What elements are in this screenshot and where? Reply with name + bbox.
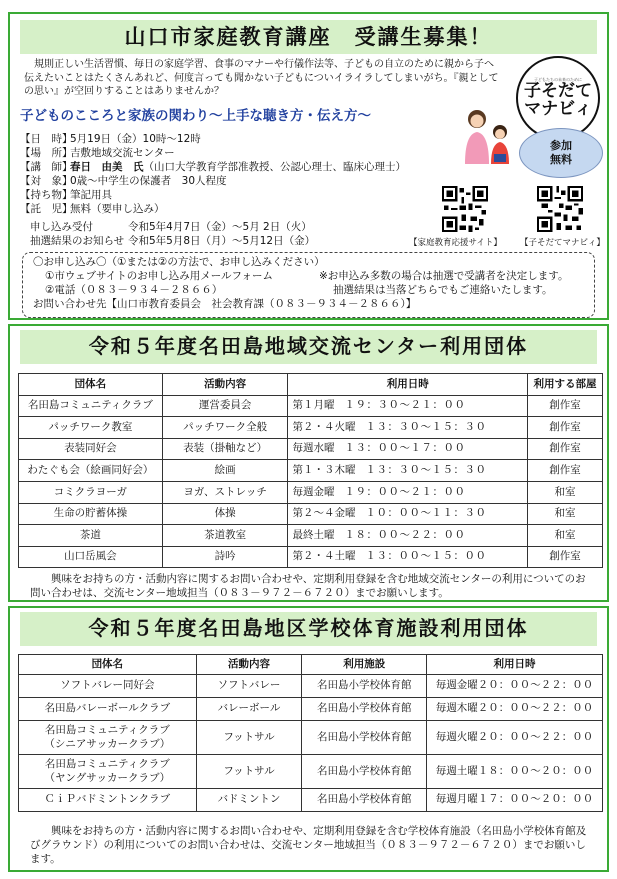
group-name: 名田島コミュニティクラブ xyxy=(19,395,163,417)
room: 創作室 xyxy=(528,546,603,568)
facility: 名田島小学校体育館 xyxy=(302,698,427,721)
group-name xyxy=(19,755,197,789)
center-groups-table xyxy=(18,373,603,568)
column-header: 活動内容 xyxy=(196,655,302,675)
schedule-day: 毎週水曜 xyxy=(292,442,335,455)
schedule-day: 第２・４火曜 xyxy=(292,420,356,433)
application-value: 令和5年5月8日（月）～5月12日（金） xyxy=(128,235,316,247)
detail-label: 【場 所】 xyxy=(20,147,73,159)
schedule-time: １３：００～１５：００ xyxy=(365,550,487,563)
schedule: 毎週月曜１７：００～２０：００ xyxy=(427,789,603,812)
group-name-line: 名田島コミュニティクラブ xyxy=(44,758,170,771)
activity: 詩吟 xyxy=(162,546,288,568)
detail-value xyxy=(70,160,406,174)
badge-line-1: 参加 xyxy=(550,138,572,152)
course-section xyxy=(8,12,609,320)
center-groups-title: 令和５年度名田島地域交流センター利用団体 xyxy=(20,330,597,364)
facility: 名田島小学校体育館 xyxy=(302,755,427,789)
detail-value: 5月19日（金）10時～12時 xyxy=(70,133,201,145)
schedule xyxy=(288,417,528,439)
schedule-time: １３：３０～１５：３０ xyxy=(365,420,487,433)
schedule-time: １３：００～１７：００ xyxy=(344,442,466,455)
schedule xyxy=(288,503,528,525)
qr-caption-kosodate-manabii: 【子そだてマナビィ】 xyxy=(520,238,605,248)
table-row xyxy=(19,395,603,417)
detail-label: 【講 師】 xyxy=(20,161,73,173)
lecturer-name: 春日 由美 氏 xyxy=(70,161,144,173)
schedule-day: 第１・３木曜 xyxy=(292,463,356,476)
schedule-day: 第２～４金曜 xyxy=(292,507,356,520)
application-value: 令和5年4月7日（金）～5月 2日（火） xyxy=(128,221,312,233)
table-row xyxy=(19,481,603,503)
course-title: 山口市家庭教育講座 受講生募集！ xyxy=(20,20,597,54)
group-name: 表装同好会 xyxy=(19,438,163,460)
apply-contact: お問い合わせ先【山口市教育委員会 社会教育課（０８３－９３４－２８６６）】 xyxy=(33,298,417,310)
group-name xyxy=(19,721,197,755)
table-row xyxy=(19,698,603,721)
logo-text: 子そだてマナビィ xyxy=(524,81,592,120)
detail-label: 【日 時】 xyxy=(20,133,73,145)
school-groups-table xyxy=(18,654,603,812)
room: 創作室 xyxy=(528,417,603,439)
course-subtitle: 子どものこころと家族の関わり～上手な聴き方・伝え方～ xyxy=(20,108,371,124)
table-row xyxy=(19,525,603,547)
lecturer-affiliation: （山口大学教育学部准教授、公認心理士、臨床心理士） xyxy=(143,161,406,173)
table-row xyxy=(19,460,603,482)
parent-child-illustration xyxy=(457,106,517,166)
apply-method-web xyxy=(33,269,584,283)
schedule-day: 第１月曜 xyxy=(292,399,335,412)
table-row xyxy=(19,755,603,789)
apply-web-form[interactable]: ①市ウェブサイトのお申し込み用メールフォーム xyxy=(45,270,274,282)
schedule: 毎週金曜２０：００～２２：００ xyxy=(427,675,603,698)
facility: 名田島小学校体育館 xyxy=(302,675,427,698)
group-name-line: （シニアサッカークラブ） xyxy=(44,737,171,750)
activity: フットサル xyxy=(196,755,302,789)
application-label: 抽選結果のお知らせ xyxy=(30,235,125,247)
schedule: 毎週土曜１８：００～２０：００ xyxy=(427,755,603,789)
room: 和室 xyxy=(528,525,603,547)
room: 和室 xyxy=(528,481,603,503)
schedule xyxy=(288,395,528,417)
logo-small-text: 子どもたちの未来のために xyxy=(534,77,582,83)
room: 創作室 xyxy=(528,460,603,482)
schedule-day: 最終土曜 xyxy=(292,528,335,541)
column-header: 活動内容 xyxy=(162,374,288,396)
application-period xyxy=(30,220,440,234)
lottery-result-period xyxy=(30,234,440,248)
schedule: 毎週火曜２０：００～２２：００ xyxy=(427,721,603,755)
activity: 体操 xyxy=(162,503,288,525)
schedule xyxy=(288,546,528,568)
table-header-row xyxy=(19,374,603,396)
schedule-time: １８：００～２２：００ xyxy=(344,528,466,541)
table-row xyxy=(19,789,603,812)
schedule xyxy=(288,438,528,460)
room: 創作室 xyxy=(528,438,603,460)
group-name: 茶道 xyxy=(19,525,163,547)
detail-date xyxy=(20,132,430,146)
detail-label: 【対 象】 xyxy=(20,175,73,187)
apply-phone: ②電話（０８３－９３４－２８６６） xyxy=(45,284,223,296)
schedule-time: １０：００～１１：３０ xyxy=(365,507,487,520)
detail-target xyxy=(20,174,430,188)
schedule-day: 第２・４土曜 xyxy=(292,550,356,563)
group-name: ソフトバレー同好会 xyxy=(19,675,197,698)
activity: 絵画 xyxy=(162,460,288,482)
activity: ソフトバレー xyxy=(196,675,302,698)
column-header: 利用施設 xyxy=(302,655,427,675)
detail-value: 筆記用具 xyxy=(70,189,112,201)
group-name: コミクラヨーガ xyxy=(19,481,163,503)
facility: 名田島小学校体育館 xyxy=(302,721,427,755)
qr-code-icon[interactable] xyxy=(442,186,488,232)
application-label: 申し込み受付 xyxy=(30,221,93,233)
qr-caption-family-education-site: 【家庭教育応援サイト】 xyxy=(409,238,502,248)
school-groups-title: 令和５年度名田島地区学校体育施設利用団体 xyxy=(20,612,597,646)
group-name: 生命の貯蓄体操 xyxy=(19,503,163,525)
group-name: 山口岳風会 xyxy=(19,546,163,568)
group-name: わたぐも会（絵画同好会） xyxy=(19,460,163,482)
detail-childcare xyxy=(20,202,430,216)
schedule-day: 毎週金曜 xyxy=(292,485,335,498)
table-row xyxy=(19,546,603,568)
activity: フットサル xyxy=(196,721,302,755)
apply-method-phone xyxy=(33,283,584,297)
schedule xyxy=(288,481,528,503)
activity: 茶道教室 xyxy=(162,525,288,547)
detail-belongings xyxy=(20,188,430,202)
activity: 表装（掛軸など） xyxy=(162,438,288,460)
application-dates xyxy=(30,220,440,248)
group-name: パッチワーク教室 xyxy=(19,417,163,439)
detail-value: 0歳～中学生の保護者 30人程度 xyxy=(70,175,227,187)
apply-result-note: 抽選結果は当落どちらでもご連絡いたします。 xyxy=(333,284,553,296)
column-header: 団体名 xyxy=(19,655,197,675)
table-row xyxy=(19,438,603,460)
schedule: 毎週木曜２０：００～２２：００ xyxy=(427,698,603,721)
apply-heading: 〇お申し込み〇（①または②の方法で、お申し込みください） xyxy=(33,256,325,268)
table-row xyxy=(19,721,603,755)
schedule xyxy=(288,525,528,547)
detail-label: 【持ち物】 xyxy=(20,189,73,201)
schedule-time: １９：００～２１：００ xyxy=(344,485,466,498)
column-header: 利用日時 xyxy=(288,374,528,396)
course-intro: 規則正しい生活習慣、毎日の家庭学習、食事のマナーや行儀作法等、子どもの自立のために親から子へ伝えたいことはたくさんあれど、何度言っても聞かない子どもについイライラしてしまいがち。『親としての思い』が空回りすることはありませんか？ xyxy=(24,59,499,97)
table-row xyxy=(19,417,603,439)
course-details xyxy=(20,132,430,216)
school-groups-note: 興味をお持ちの方・活動内容に関するお問い合わせや、定期利用登録を含む学校体育施設（名田島小学校体育館及びグラウンド）の利用についてのお問い合わせは、交流センター地域担当（０８３－９７２－６７２０）までお願いします。 xyxy=(30,825,587,866)
qr-code-icon[interactable] xyxy=(537,186,583,232)
schedule-time: １３：３０～１５：３０ xyxy=(365,463,487,476)
group-name: 名田島バレーボールクラブ xyxy=(19,698,197,721)
school-groups-section xyxy=(8,606,609,872)
activity: バレーボール xyxy=(196,698,302,721)
facility: 名田島小学校体育館 xyxy=(302,789,427,812)
detail-place xyxy=(20,146,430,160)
activity: パッチワーク全般 xyxy=(162,417,288,439)
apply-lottery-note: ※お申込み多数の場合は抽選で受講者を決定します。 xyxy=(319,270,569,282)
table-row xyxy=(19,503,603,525)
detail-value: 無料（要申し込み） xyxy=(70,203,165,215)
room: 和室 xyxy=(528,503,603,525)
center-groups-section xyxy=(8,324,609,602)
column-header: 団体名 xyxy=(19,374,163,396)
activity: ヨガ、ストレッチ xyxy=(162,481,288,503)
group-name-line: （ヤングサッカークラブ） xyxy=(44,771,171,784)
activity: 運営委員会 xyxy=(162,395,288,417)
column-header: 利用する部屋 xyxy=(528,374,603,396)
column-header: 利用日時 xyxy=(427,655,603,675)
group-name: ＣｉＰバドミントンクラブ xyxy=(19,789,197,812)
activity: バドミントン xyxy=(196,789,302,812)
table-header-row xyxy=(19,655,603,675)
group-name-line: 名田島コミュニティクラブ xyxy=(44,724,170,737)
detail-label: 【託 児】 xyxy=(20,203,73,215)
room: 創作室 xyxy=(528,395,603,417)
free-participation-badge xyxy=(519,128,603,178)
table-row xyxy=(19,675,603,698)
badge-line-2: 無料 xyxy=(550,153,572,166)
center-groups-note: 興味をお持ちの方・活動内容に関するお問い合わせや、定期利用登録を含む地域交流センターの利用についてのお問い合わせは、交流センター地域担当（０８３－９７２－６７２０）までお願いします。 xyxy=(30,573,586,600)
schedule-time: １９：３０～２１：００ xyxy=(344,399,466,412)
detail-lecturer xyxy=(20,160,430,174)
schedule xyxy=(288,460,528,482)
how-to-apply-box xyxy=(22,252,595,318)
detail-value: 吉敷地域交流センター xyxy=(70,147,175,159)
